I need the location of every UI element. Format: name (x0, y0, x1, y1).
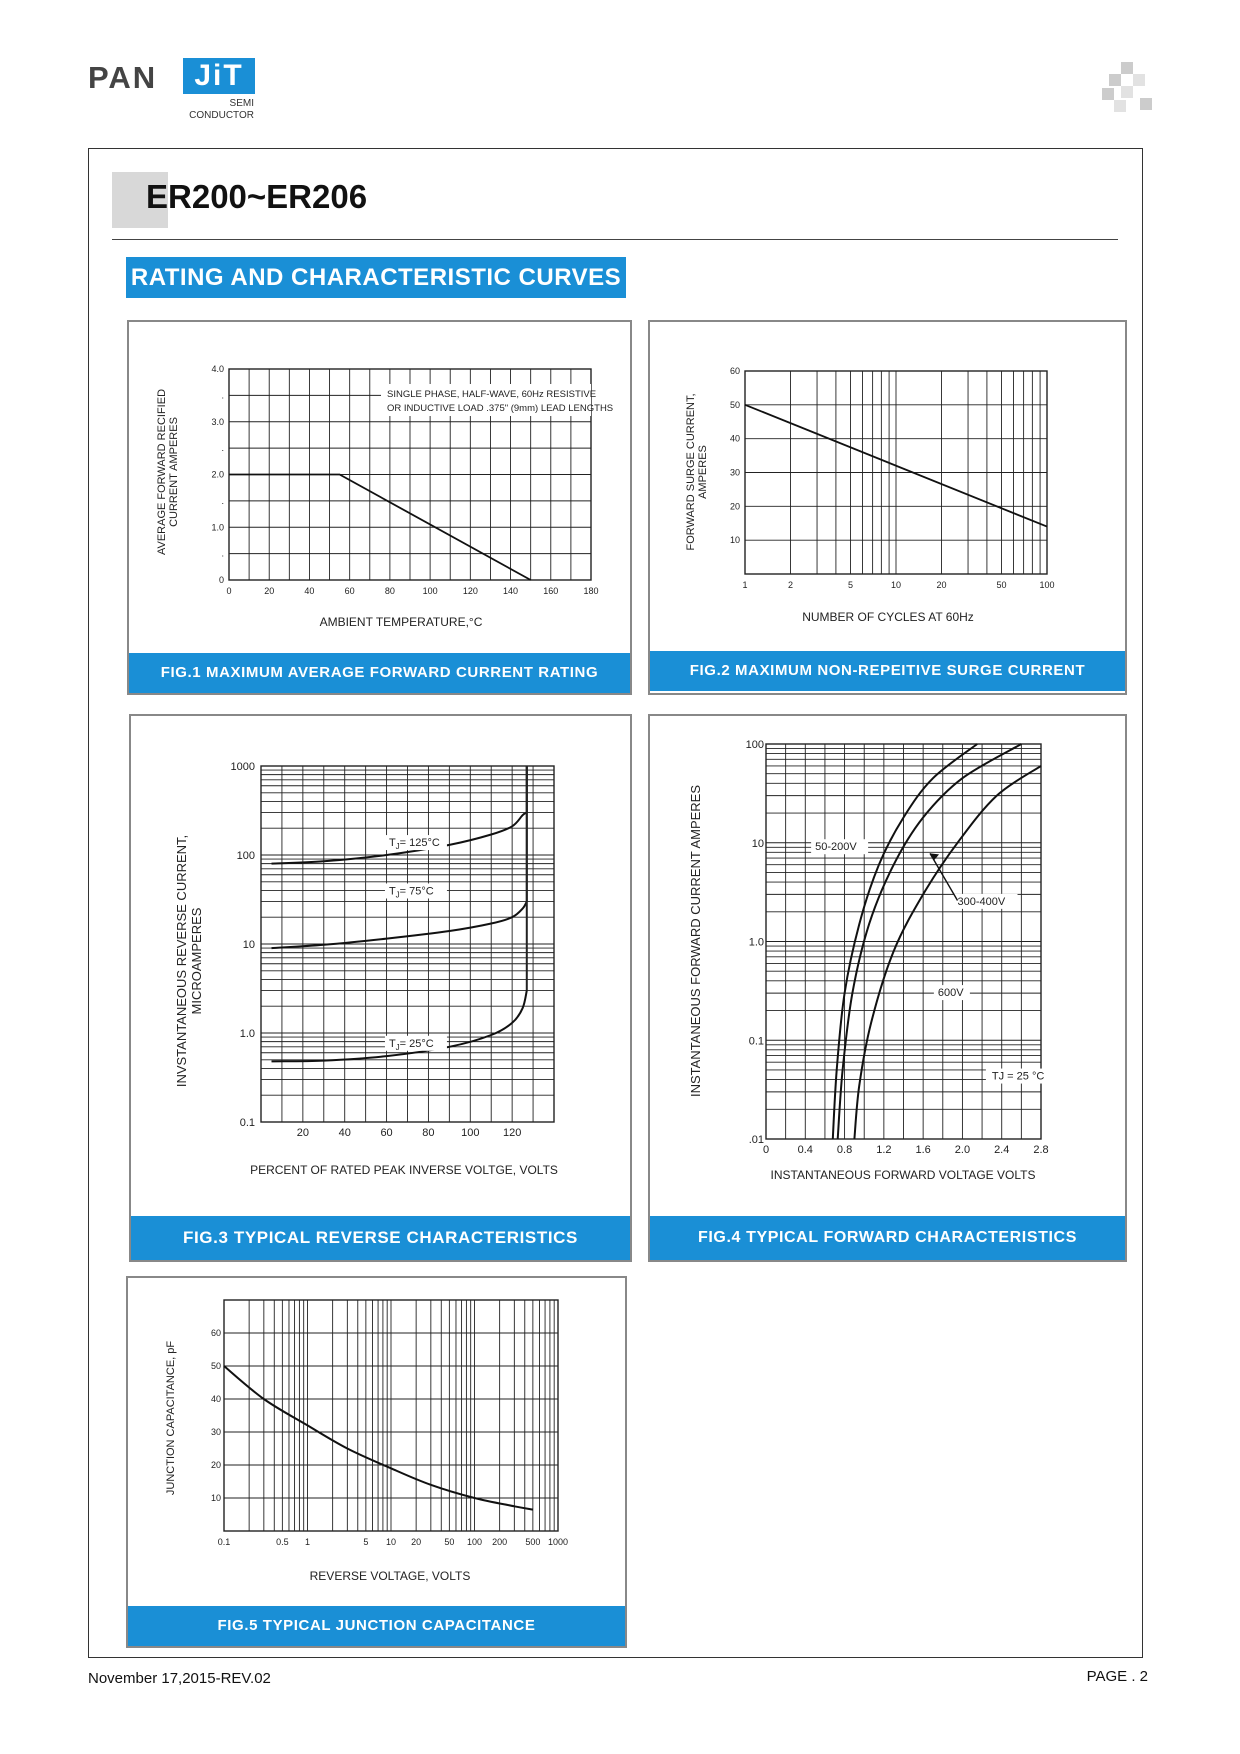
fig5-x-label: REVERSE VOLTAGE, VOLTS (309, 1569, 471, 1583)
fig3-x-tick: 60 (380, 1127, 393, 1139)
fig2-x-tick: 5 (848, 580, 854, 590)
fig4-series-label: 50-200V (815, 841, 857, 854)
fig3-series-label: $T_J= 125^\circ C$ (388, 837, 440, 852)
fig1-y-tick: 3.0 (211, 416, 224, 427)
fig4-x-tick: 2.4 (994, 1144, 1010, 1156)
fig5-x-tick: 200 (492, 1537, 508, 1547)
fig4-x-label: INSTANTANEOUS FORWARD VOLTAGE VOLTS (770, 1168, 1036, 1182)
fig4-y-tick: 0.1 (748, 1035, 764, 1048)
fig4-x-tick: 2.0 (954, 1144, 971, 1156)
fig5-x-tick: 20 (411, 1537, 422, 1547)
footer-date: November 17,2015-REV.02 (88, 1670, 271, 1687)
fig1-y-tick: 0 (218, 575, 224, 585)
fig1-y-label-1: AVERAGE FORWARD RECIFIED (156, 388, 168, 556)
fig1-y-tick: . (221, 390, 224, 401)
fig5-x-tick: 1 (304, 1537, 311, 1547)
decorative-squares-icon (1102, 62, 1152, 118)
fig1-y-tick: 1.0 (211, 522, 224, 533)
fig2-x-tick: 10 (890, 580, 902, 590)
fig3-series-label: $T_J= 25^\circ C$ (388, 1037, 434, 1052)
fig3-panel (129, 714, 632, 1262)
fig1-x-tick: 80 (384, 586, 395, 596)
fig4-y-tick: 1.0 (748, 936, 764, 949)
fig3-y-tick: 100 (236, 850, 255, 862)
fig4-series-label: 300-400V (957, 895, 1006, 908)
fig2-x-tick: 50 (996, 580, 1007, 590)
fig1-x-tick: 160 (543, 586, 559, 596)
fig1-caption: FIG.1 MAXIMUM AVERAGE FORWARD CURRENT RATING (129, 653, 630, 693)
fig3-y-label-2: MICROAMPERES (189, 907, 204, 1015)
fig1-x-tick: 140 (503, 586, 519, 596)
fig2-y-tick: 60 (729, 366, 740, 376)
fig4-y-label-1: INSTANTANEOUS FORWARD CURRENT AMPERES (688, 784, 703, 1098)
fig5-y-tick: 30 (210, 1427, 221, 1437)
logo-subtitle (188, 98, 254, 122)
title-divider (112, 239, 1118, 240)
logo-text-jit: JiT (183, 58, 255, 94)
fig5-x-tick: 10 (385, 1537, 397, 1547)
fig4-caption: FIG.4 TYPICAL FORWARD CHARACTERISTICS (650, 1216, 1125, 1260)
fig5-y-label-1: JUNCTION CAPACITANCE, pF (165, 1340, 177, 1496)
fig1-x-tick: 40 (304, 586, 315, 596)
fig3-y-tick: 1.0 (239, 1028, 255, 1040)
fig2-x-tick: 2 (787, 580, 793, 590)
fig3-x-tick: 40 (338, 1127, 351, 1139)
fig1-chart (129, 322, 630, 653)
fig5-y-tick: 20 (210, 1460, 221, 1470)
fig2-panel (648, 320, 1127, 695)
fig5-caption: FIG.5 TYPICAL JUNCTION CAPACITANCE (128, 1606, 625, 1646)
fig4-y-tick: 100 (745, 739, 764, 751)
fig4-temp-label: TJ = 25 °C (991, 1070, 1045, 1083)
fig2-x-label: NUMBER OF CYCLES AT 60Hz (802, 610, 974, 624)
fig2-y-tick: 30 (729, 467, 740, 478)
fig5-y-tick: 10 (210, 1493, 221, 1503)
fig2-x-tick: 20 (936, 580, 947, 590)
panjit-logo (88, 58, 288, 128)
fig3-y-tick: 0.1 (239, 1117, 255, 1129)
fig2-caption: FIG.2 MAXIMUM NON-REPEITIVE SURGE CURRENT (650, 651, 1125, 691)
section-banner: RATING AND CHARACTERISTIC CURVES (126, 257, 626, 298)
fig2-x-tick: 1 (742, 580, 748, 590)
fig3-y-tick: 1000 (230, 761, 255, 773)
fig4-panel (648, 714, 1127, 1262)
fig4-y-tick: .01 (748, 1134, 764, 1146)
fig2-y-tick: 50 (729, 399, 740, 410)
fig5-x-tick: 5 (363, 1537, 369, 1547)
fig3-series-line (272, 902, 527, 949)
fig2-x-tick: 100 (1039, 580, 1055, 590)
fig1-panel (127, 320, 632, 695)
fig5-y-tick: 40 (210, 1394, 221, 1404)
fig2-y-label-2: AMPERES (697, 445, 709, 499)
logo-sub-1: SEMI (229, 98, 254, 109)
fig3-series-label: $T_J= 75^\circ C$ (388, 885, 434, 900)
fig3-y-label-1: INVSTANTANEOUS REVERSE CURRENT, (174, 834, 189, 1088)
fig5-y-tick: 60 (210, 1328, 221, 1338)
page-title: ER200~ER206 (146, 178, 368, 215)
fig3-y-tick: 10 (242, 939, 255, 951)
fig1-y-label-2: CURRENT AMPERES (168, 417, 180, 527)
fig1-x-tick: 100 (422, 586, 438, 596)
fig1-y-tick: . (221, 443, 224, 454)
fig5-panel (126, 1276, 627, 1648)
fig1-x-tick: 0 (226, 586, 232, 596)
fig1-annotation-2: OR INDUCTIVE LOAD .375" (9mm) LEAD LENGTHS (387, 403, 614, 414)
fig5-x-tick: 500 (525, 1537, 541, 1547)
fig3-x-tick: 120 (502, 1127, 522, 1139)
fig5-y-tick: 50 (210, 1361, 221, 1371)
fig3-chart (131, 716, 630, 1216)
fig1-y-tick: 2.0 (211, 469, 224, 480)
fig1-x-tick: 60 (344, 586, 355, 596)
fig4-x-tick: 0 (762, 1144, 770, 1156)
fig2-y-label-1: FORWARD SURGE CURRENT, (685, 393, 697, 551)
fig2-y-tick: 20 (729, 501, 740, 512)
fig4-x-tick: 0.4 (797, 1144, 813, 1156)
fig4-y-tick: 10 (751, 837, 764, 850)
fig5-x-tick: 0.5 (276, 1537, 289, 1547)
fig2-chart (650, 322, 1125, 653)
fig4-x-tick: 1.6 (915, 1144, 931, 1156)
fig4-x-tick: 0.8 (836, 1144, 853, 1156)
fig2-y-tick: 10 (729, 535, 740, 546)
fig1-y-tick: 4.0 (211, 364, 224, 374)
fig5-x-tick: 50 (444, 1537, 455, 1547)
fig1-x-tick: 180 (583, 586, 599, 596)
fig2-y-tick: 40 (729, 433, 740, 444)
fig1-x-tick: 120 (462, 586, 478, 596)
fig1-x-label: AMBIENT TEMPERATURE,°C (319, 615, 483, 629)
fig3-x-label: PERCENT OF RATED PEAK INVERSE VOLTGE, VOLTS (250, 1163, 558, 1177)
fig1-y-tick: . (221, 495, 224, 506)
fig4-x-tick: 1.2 (876, 1144, 892, 1156)
fig3-x-tick: 100 (461, 1127, 480, 1139)
fig4-series-label: 600V (937, 987, 964, 1000)
fig5-x-tick: 0.1 (217, 1537, 231, 1547)
fig3-x-tick: 80 (422, 1127, 435, 1139)
fig1-y-tick: . (221, 548, 224, 559)
fig4-chart (650, 716, 1125, 1216)
logo-sub-2: CONDUCTOR (189, 110, 254, 121)
fig1-annotation-1: SINGLE PHASE, HALF-WAVE, 60Hz RESISTIVE (387, 389, 597, 400)
footer-page: PAGE . 2 (1086, 1668, 1148, 1685)
fig3-caption: FIG.3 TYPICAL REVERSE CHARACTERISTICS (131, 1216, 630, 1260)
fig5-chart (128, 1278, 625, 1608)
fig3-x-tick: 20 (296, 1127, 309, 1139)
fig1-x-tick: 20 (264, 586, 275, 596)
fig5-x-tick: 1000 (547, 1537, 569, 1547)
logo-text-pan: PAN (88, 60, 158, 95)
fig5-x-tick: 100 (466, 1537, 483, 1547)
fig4-x-tick: 2.8 (1033, 1144, 1049, 1156)
